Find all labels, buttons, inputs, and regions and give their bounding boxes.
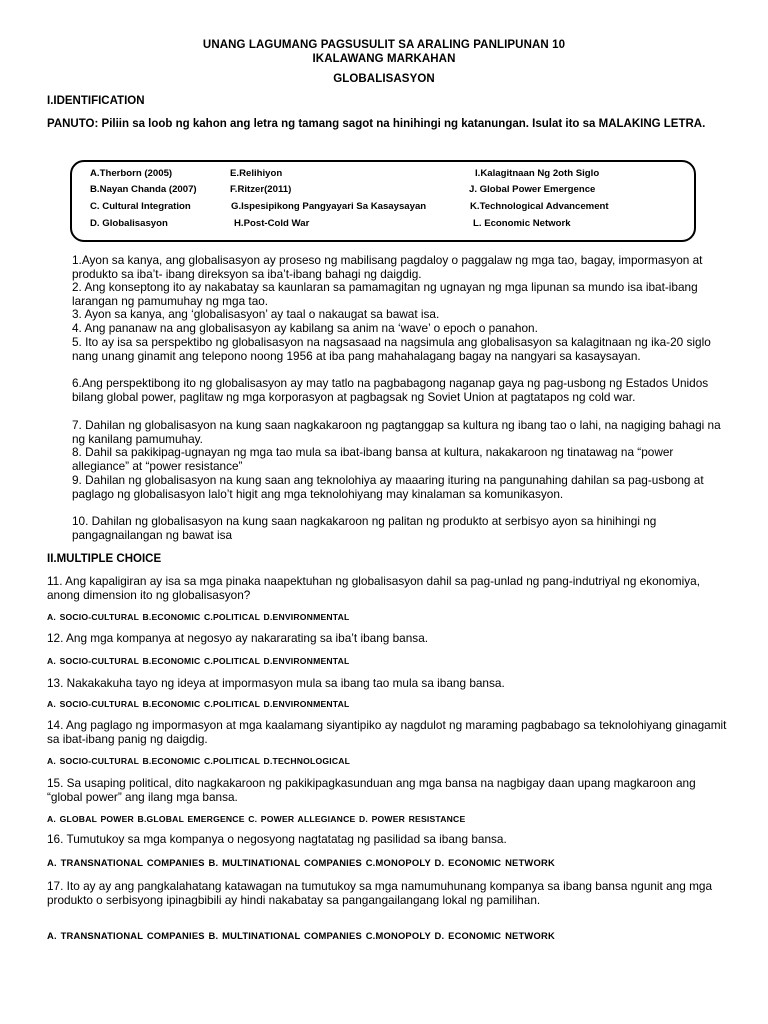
option-b: B.Nayan Chanda (2007) (90, 184, 197, 195)
question-3: 3. Ayon sa kanya, ang ‘globalisasyon’ ay taal o nakaugat sa bawat isa. (72, 307, 440, 321)
option-d: D. Globalisasyon (90, 218, 168, 229)
option-k: K.Technological Advancement (470, 201, 609, 212)
identification-heading: I.IDENTIFICATION (47, 95, 145, 107)
option-f: F.Ritzer(2011) (230, 184, 292, 195)
choices-15: A. GLOBAL POWER B.GLOBAL EMERGENCE C. POWER ALLEGIANCE D. POWER RESISTANCE (47, 814, 466, 824)
choices-17: A. TRANSNATIONAL COMPANIES B. MULTINATIONAL COMPANIES C.MONOPOLY D. ECONOMIC NETWORK (47, 930, 555, 941)
choices-14: A. SOCIO-CULTURAL B.ECONOMIC C.POLITICAL D.TECHNOLOGICAL (47, 756, 351, 766)
option-h: H.Post-Cold War (234, 218, 310, 229)
choices-12: A. SOCIO-CULTURAL B.ECONOMIC C.POLITICAL D.ENVIRONMENTAL (47, 656, 350, 666)
choices-16: A. TRANSNATIONAL COMPANIES B. MULTINATIONAL COMPANIES C.MONOPOLY D. ECONOMIC NETWORK (47, 857, 555, 868)
question-11: 11. Ang kapaligiran ay isa sa mga pinaka naapektuhan ng globalisasyon dahil sa pag-unlad ng pang-indutriyal ng ekonomiya, anong dimension ito ng globalisasyon? (47, 574, 700, 602)
option-e: E.Relihiyon (230, 168, 283, 179)
question-4: 4. Ang pananaw na ang globalisasyon ay kabilang sa anim na ‘wave’ o epoch o panahon. (72, 321, 538, 335)
question-1: 1.Ayon sa kanya, ang globalisasyon ay proseso ng mabilisang pagdaloy o paggalaw ng mga tao, bagay, impormasyon at produkto sa iba’t- ibang direksyon sa iba’t-ibang bahagi ng daigdig. (72, 253, 703, 281)
exam-title: UNANG LAGUMANG PAGSUSULIT SA ARALING PANLIPUNAN 10 (202, 39, 566, 51)
option-g: G.Ispesipikong Pangyayari Sa Kasaysayan (231, 201, 427, 212)
question-15: 15. Sa usaping political, dito nagkakaroon ng pakikipagkasunduan ang mga bansa na nagbigay daan upang magkaroon ang “global power” ang ilang mga bansa. (47, 776, 696, 804)
option-j: J. Global Power Emergence (469, 184, 596, 195)
choices-13: A. SOCIO-CULTURAL B.ECONOMIC C.POLITICAL D.ENVIRONMENTAL (47, 699, 350, 709)
question-2: 2. Ang konseptong ito ay nakabatay sa kaunlaran sa pamamagitan ng ugnayan ng mga lipunan sa mundo isa ibat-ibang larangan ng pamumuhay ng mga tao. (72, 280, 698, 308)
question-7: 7. Dahilan ng globalisasyon na kung saan nagkakaroon ng pagtanggap sa kultura ng ibang tao o lahi, na nagiging bahagi na ng kanilang pamumuhay. (72, 418, 721, 446)
question-5: 5. Ito ay isa sa perspektibo ng globalisasyon na nagsasaad na nagsimula ang globalisasyon sa kalagitnaan ng ika-20 siglo nang unang ginamit ang telepono noong 1956 at iba pang mahahalagang bagay na nangyari sa kasaysayan. (72, 335, 711, 363)
option-c: C. Cultural Integration (90, 201, 191, 212)
option-a: A.Therborn (2005) (90, 168, 173, 179)
identification-instructions: PANUTO: Piliin sa loob ng kahon ang letra ng tamang sagot na hinihingi ng katanungan. Isulat ito sa MALAKING LETRA. (47, 118, 706, 130)
question-8: 8. Dahil sa pakikipag-ugnayan ng mga tao mula sa ibat-ibang bansa at kultura, nakakaroon ng tinatawag na “power allegiance” at “power resistance” (72, 445, 674, 473)
exam-quarter: IKALAWANG MARKAHAN (312, 53, 456, 65)
question-17: 17. Ito ay ay ang pangkalahatang katawagan na tumutukoy sa mga namumuhunang kompanya sa ibang bansa ngunit ang mga produkto o serbisyong ipinagbibili ay hindi nakabatay sa pangangailangang lokal ng pamilihan. (47, 879, 713, 907)
question-6: 6.Ang perspektibong ito ng globalisasyon ay may tatlo na pagbabagong naganap gaya ng pag-usbong ng Estados Unidos bilang global power, paglitaw ng mga korporasyon at pagbagsak ng Soviet Union at pagtatapos ng cold war. (72, 376, 709, 404)
choices-11: A. SOCIO-CULTURAL B.ECONOMIC C.POLITICAL D.ENVIRONMENTAL (47, 612, 350, 622)
multiple-choice-heading: II.MULTIPLE CHOICE (47, 553, 162, 565)
question-9: 9. Dahilan ng globalisasyon na kung saan ang teknolohiya ay maaaring ituring na pangunahing dahilan sa pag-usbong at paglago ng globalisasyon lalo’t higit ang mga teknolohiyang may kinalaman sa komunikasyon. (72, 473, 704, 501)
question-13: 13. Nakakakuha tayo ng ideya at impormasyon mula sa ibang tao mula sa ibang bansa. (47, 676, 505, 690)
option-i: I.Kalagitnaan Ng 2oth Siglo (475, 168, 600, 179)
option-l: L. Economic Network (473, 218, 571, 229)
question-12: 12. Ang mga kompanya at negosyo ay nakararating sa iba’t ibang bansa. (47, 631, 429, 645)
exam-topic: GLOBALISASYON (333, 73, 435, 85)
question-14: 14. Ang paglago ng impormasyon at mga kaalamang siyantipiko ay nagdulot ng maraming pagbabago sa teknolohiyang ginagamit sa ibat-ibang panig ng daigdig. (47, 718, 727, 746)
question-16: 16. Tumutukoy sa mga kompanya o negosyong nagtatatag ng pasilidad sa ibang bansa. (47, 832, 507, 846)
question-10: 10. Dahilan ng globalisasyon na kung saan nagkakaroon ng palitan ng produkto at serbisyo ayon sa hinihingi ng pangagnailangan ng bawat isa (72, 514, 657, 542)
